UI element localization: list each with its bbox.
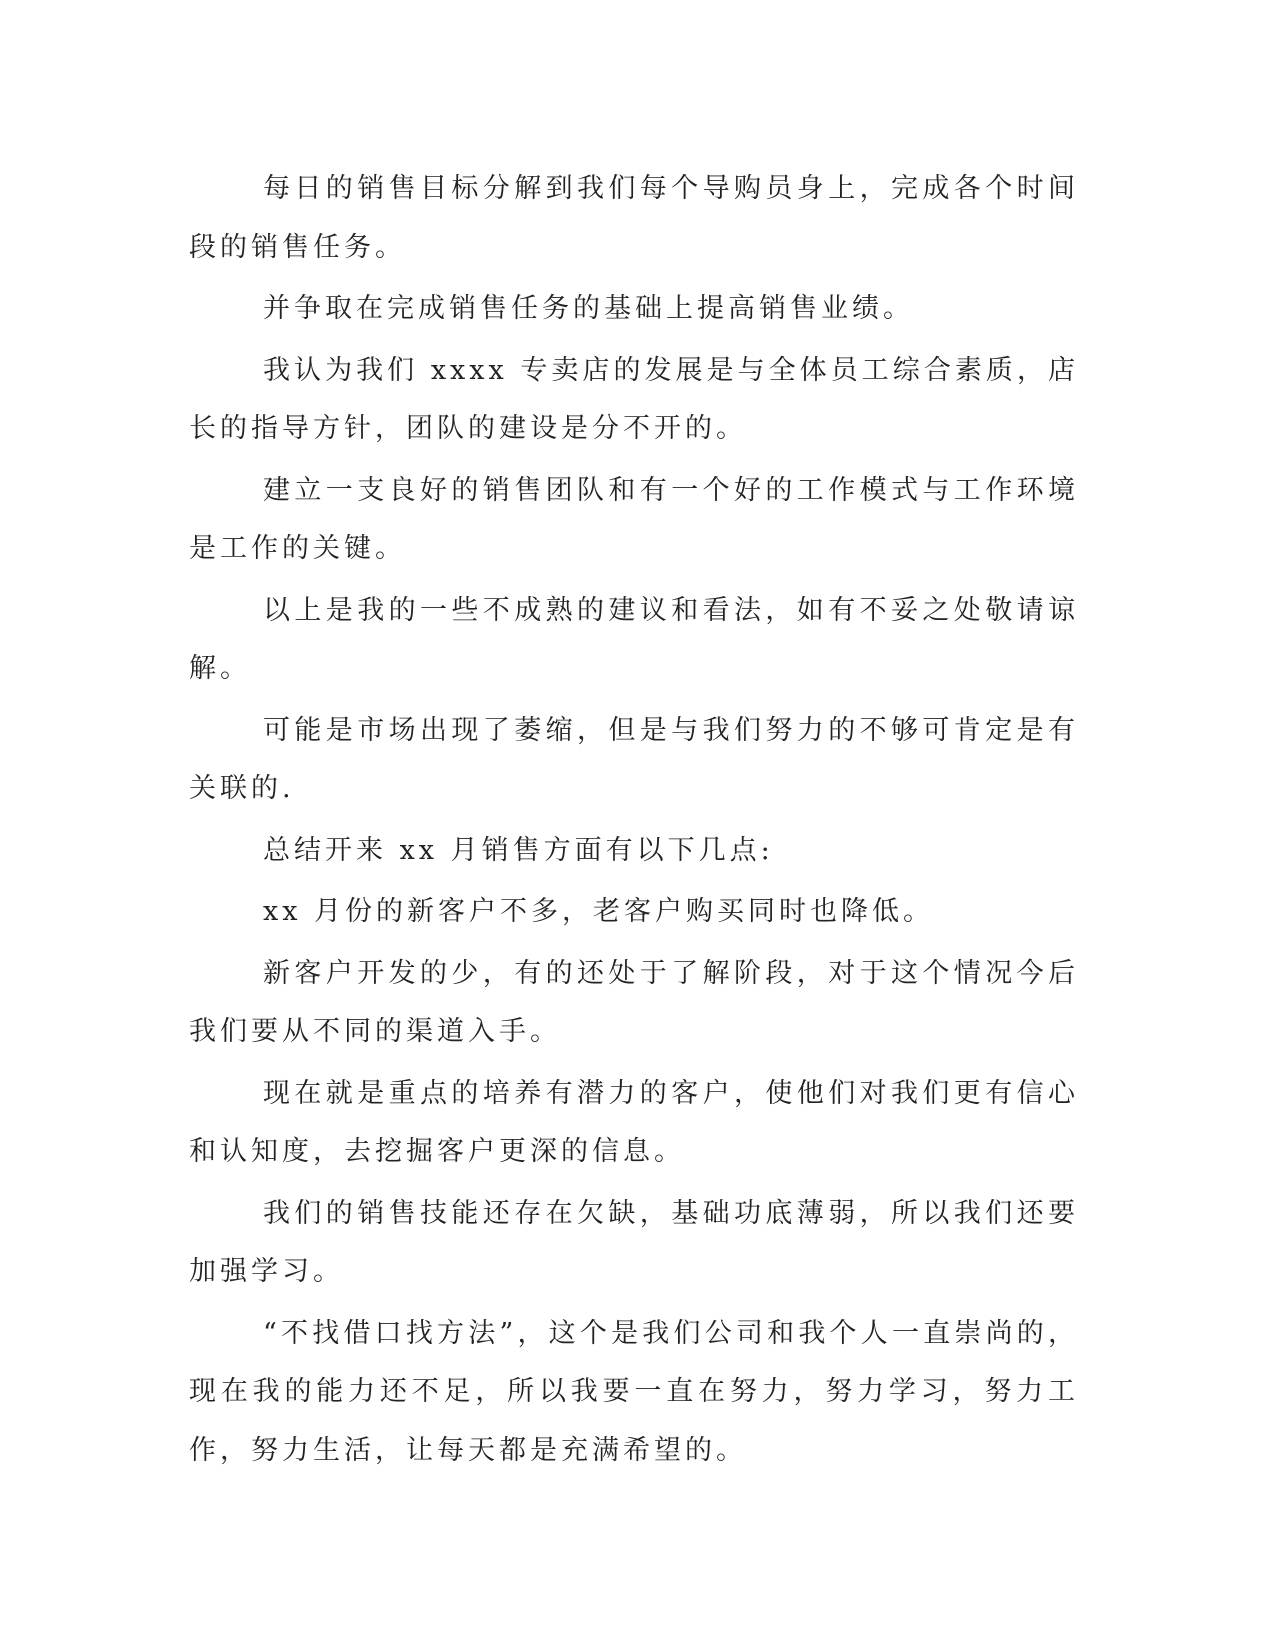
paragraph: 我认为我们 xxxx 专卖店的发展是与全体员工综合素质，店长的指导方针，团队的建设是分不开的。: [189, 354, 1079, 444]
paragraph: 现在就是重点的培养有潜力的客户，使他们对我们更有信心和认知度，去挖掘客户更深的信息。: [189, 1077, 1079, 1167]
paragraph: “不找借口找方法”，这个是我们公司和我个人一直崇尚的，现在我的能力还不足，所以我要一直在努力，努力学习，努力工作，努力生活，让每天都是充满希望的。: [189, 1317, 1079, 1466]
paragraph: 可能是市场出现了萎缩，但是与我们努力的不够可肯定是有关联的.: [189, 714, 1079, 804]
document-body: [189, 160, 1079, 1483]
paragraph: 建立一支良好的销售团队和有一个好的工作模式与工作环境是工作的关键。: [189, 474, 1079, 564]
paragraph: 我们的销售技能还存在欠缺，基础功底薄弱，所以我们还要加强学习。: [189, 1197, 1079, 1287]
paragraph: 总结开来 xx 月销售方面有以下几点:: [263, 834, 774, 866]
paragraph: 新客户开发的少，有的还处于了解阶段，对于这个情况今后我们要从不同的渠道入手。: [189, 957, 1079, 1047]
paragraph: 以上是我的一些不成熟的建议和看法，如有不妥之处敬请谅解。: [189, 594, 1079, 684]
paragraph: 每日的销售目标分解到我们每个导购员身上，完成各个时间段的销售任务。: [189, 173, 1079, 263]
paragraph: xx 月份的新客户不多，老客户购买同时也降低。: [263, 896, 935, 927]
paragraph: 并争取在完成销售任务的基础上提高销售业绩。: [263, 293, 914, 324]
